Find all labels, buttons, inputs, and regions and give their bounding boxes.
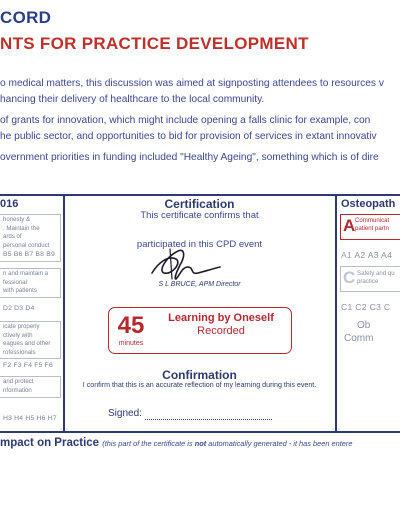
cpd-attendance-line: participated in this CPD event	[136, 239, 263, 250]
code-a4: A4	[381, 250, 393, 260]
paragraph-2	[0, 113, 400, 145]
standard-h-line: and protect	[3, 378, 34, 385]
signatory-name: S L BRUCE, APM Director	[158, 281, 241, 288]
standard-a-text	[355, 217, 389, 232]
code-c4: C	[383, 302, 391, 312]
paragraph-1-line-1: o medical matters, this discussion was aimed at signposting attendees to resources v	[0, 78, 384, 89]
confirmation-statement: I confirm that this is an accurate reflection of my learning during this event.	[82, 381, 317, 389]
section-title: NTS FOR PRACTICE DEVELOPMENT	[0, 34, 309, 53]
standard-b-codes: B5 B6 B7 B8 B9	[3, 251, 55, 258]
standard-b-line: personal conduct	[3, 241, 50, 249]
standard-d-codes-row	[0, 305, 61, 313]
paragraph-2-line-2: he public sector, and opportunities to bid for provision of services in extant innovativ	[0, 131, 377, 142]
standards-year-heading: 016	[0, 198, 19, 210]
code-c2: C2	[355, 302, 367, 312]
standard-d-codes: D2 D3 D4	[3, 305, 35, 312]
standard-d-line: fessional	[3, 278, 28, 286]
standard-c-line: practice	[357, 277, 379, 285]
signature-line	[145, 419, 272, 420]
impact-note-end: automatically generated - it has been entere	[206, 439, 353, 448]
code-a3: A3	[367, 250, 379, 260]
standard-h-codes: H3 H4 H5 H6 H7	[3, 415, 57, 422]
standard-a-box	[340, 214, 400, 240]
right-column-comm-text: Comm	[344, 333, 374, 344]
paragraph-3	[0, 150, 400, 166]
learning-type: Learning by Oneself	[168, 312, 274, 324]
right-column-divider	[335, 194, 337, 432]
standard-f-codes: F2 F3 F4 F5 F6	[3, 362, 54, 369]
standard-f-line: eagues and other	[3, 340, 51, 348]
standard-c-text	[357, 270, 395, 285]
osteopath-standards-heading: Osteopath	[341, 198, 396, 210]
impact-note-emphasis: not	[194, 439, 207, 448]
standard-f-box	[0, 321, 61, 359]
impact-note	[102, 439, 352, 448]
learning-minutes-value: 45	[117, 312, 145, 339]
standard-h-line: nformation	[3, 386, 32, 394]
standard-c-codes	[341, 302, 390, 312]
standard-h-box	[0, 376, 61, 398]
standard-h-text	[0, 377, 60, 395]
standard-f-text	[0, 322, 60, 357]
code-c3: C3	[369, 302, 382, 312]
impact-heading: mpact on Practice	[0, 437, 100, 449]
standard-d-line: with patients	[3, 287, 37, 295]
paragraph-1-line-2: hancing their delivery of healthcare to the local community.	[0, 94, 265, 105]
right-column-ob-text: Ob	[357, 320, 371, 331]
standard-b-codes-row	[0, 251, 61, 259]
standard-d-line: n and maintain a	[3, 270, 49, 277]
record-title: CORD	[0, 8, 52, 27]
confirmation-heading: Confirmation	[162, 368, 237, 382]
paragraph-3-line-1: overnment priorities in funding included "Healthy Ageing", something which is of dire	[0, 152, 379, 163]
standard-a-letter: A	[343, 216, 356, 235]
standard-f-line: ctively with	[3, 331, 33, 339]
director-signature	[146, 245, 226, 281]
impact-on-practice	[0, 437, 400, 449]
impact-note-start: (this part of the certificate is	[102, 439, 195, 448]
standard-a-codes	[341, 250, 392, 260]
certification-heading: Certification	[164, 197, 235, 211]
certificate-top-border	[0, 194, 400, 196]
standard-a-line: patient partn	[355, 224, 389, 232]
standard-d-text	[0, 269, 60, 296]
paragraph-1	[0, 76, 400, 108]
standard-f-line: icate properly	[3, 323, 40, 330]
standard-h-codes-row	[0, 415, 61, 423]
code-a1: A1	[341, 250, 353, 260]
standard-a-line: Communicat	[355, 217, 390, 224]
standard-f-codes-row	[0, 362, 61, 370]
code-c1: C1	[341, 302, 353, 312]
certification-subtitle: This certificate confirms that	[140, 210, 259, 221]
standard-c-line: Safety and qu	[357, 270, 395, 277]
certificate-bottom-border	[0, 431, 400, 433]
paragraph-2-line-1: of grants for innovation, which might include opening a falls clinic for example, con	[0, 115, 371, 126]
standard-f-line: rofessionals	[3, 348, 36, 356]
standard-d-box	[0, 268, 61, 298]
learning-minutes-label: minutes	[118, 340, 144, 347]
learning-status: Recorded	[197, 325, 245, 337]
standard-b-line: honesty &	[3, 216, 31, 223]
standard-b-line: ards of	[3, 233, 22, 241]
standard-c-box	[340, 266, 400, 292]
standard-b-text	[0, 215, 60, 250]
standard-c-letter: C	[343, 268, 356, 287]
signed-label: Signed:	[108, 408, 142, 419]
code-a2: A2	[354, 250, 366, 260]
standard-b-line: . Maintain the	[3, 224, 40, 232]
left-column-divider	[63, 194, 65, 432]
